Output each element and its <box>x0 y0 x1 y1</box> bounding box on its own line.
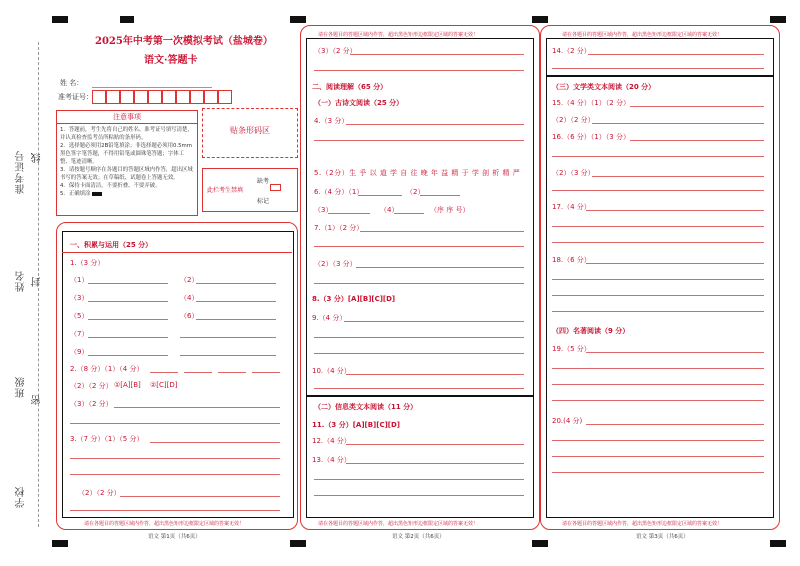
notice-heading: 注意事项 <box>57 111 197 124</box>
answer-line[interactable] <box>180 337 276 338</box>
subsection-2: （二）信息类文本阅读（11 分） <box>314 403 418 411</box>
answer-line[interactable] <box>120 496 280 497</box>
q4-label: 4.（3 分） <box>314 117 349 125</box>
q8-label[interactable]: 8.（3 分）[A][B][C][D] <box>312 295 396 303</box>
section-title-1: 一、积累与运用（25 分） <box>70 241 153 249</box>
q6-seq-label: （序 序 号） <box>430 206 470 214</box>
answer-line[interactable] <box>218 372 246 373</box>
answer-line[interactable] <box>346 124 524 125</box>
answer-line[interactable] <box>586 352 764 353</box>
q12-label: 12.（4 分） <box>312 437 351 445</box>
answer-line[interactable] <box>552 279 764 280</box>
answer-line[interactable] <box>70 423 280 424</box>
margin-secret-label: 密 <box>32 394 43 405</box>
answer-line[interactable] <box>184 372 212 373</box>
answer-line[interactable] <box>314 140 524 141</box>
answer-line[interactable] <box>88 319 168 320</box>
alignment-mark <box>120 16 134 23</box>
answer-line[interactable] <box>552 68 764 69</box>
id-label: 准考证号： <box>58 93 93 101</box>
answer-region-3a <box>546 38 774 76</box>
answer-line[interactable] <box>70 510 280 511</box>
answer-line[interactable] <box>196 319 276 320</box>
answer-line[interactable] <box>70 474 280 475</box>
area-note: 请在各题目的答题区域内作答，超出黑色矩形边框限定区域的答案无效！ <box>562 521 723 527</box>
q1-item: （5） <box>70 312 89 320</box>
q1-item: （7） <box>70 330 89 338</box>
answer-line[interactable] <box>552 368 764 369</box>
answer-line[interactable] <box>88 301 168 302</box>
answer-line[interactable] <box>350 54 524 55</box>
q2-2-options-b[interactable]: ②[C][D] <box>150 381 178 389</box>
answer-line[interactable] <box>314 495 524 496</box>
barcode-area <box>202 108 298 158</box>
answer-line[interactable] <box>150 372 178 373</box>
answer-line[interactable] <box>588 54 764 55</box>
answer-line[interactable] <box>314 283 524 284</box>
notice-box <box>56 110 198 216</box>
answer-line[interactable] <box>420 195 460 196</box>
q1-item: （3） <box>70 294 89 302</box>
answer-line[interactable] <box>552 400 764 401</box>
answer-line[interactable] <box>586 263 764 264</box>
answer-line[interactable] <box>314 353 524 354</box>
alignment-mark <box>532 540 548 547</box>
notice-item: 2．选择题必须用2B铅笔填涂；非选择题必须用0.5mm黑色签字笔答题，不得用铅笔或圆珠笔答题；字体工整、笔迹清晰。 <box>60 143 193 165</box>
answer-line[interactable] <box>346 374 524 375</box>
q2-2-options-a[interactable]: ①[A][B] <box>114 381 141 389</box>
answer-line[interactable] <box>196 283 276 284</box>
q7-label: 7.（1）（2 分） <box>314 224 364 232</box>
absent-mark-label-2: 标记 <box>257 198 270 205</box>
answer-line[interactable] <box>630 106 764 107</box>
subsection-3: （三）文学类文本阅读（20 分） <box>552 83 656 91</box>
exam-title: 2025年中考第一次模拟考试（盐城卷） <box>95 36 273 47</box>
answer-line[interactable] <box>552 190 764 191</box>
answer-line[interactable] <box>356 267 524 268</box>
q2-2-label: （2）（2 分） <box>70 382 113 390</box>
q2-label: 2.（8 分）（1）（4 分） <box>70 365 144 373</box>
answer-line[interactable] <box>314 337 524 338</box>
q16-2-label: （2）（3 分） <box>552 169 595 177</box>
q1-item: （6） <box>180 312 199 320</box>
q15-label: 15.（4 分）（1）（2 分） <box>552 99 630 107</box>
answer-line[interactable] <box>314 70 524 71</box>
margin-line-label: 线 <box>32 152 43 163</box>
q16-label: 16.（6 分）（1）（3 分） <box>552 133 630 141</box>
q1-item: （4） <box>180 294 199 302</box>
answer-line[interactable] <box>586 210 764 211</box>
alignment-mark <box>770 16 786 23</box>
answer-line[interactable] <box>592 176 764 177</box>
q1-label: 1.（3 分） <box>70 259 105 267</box>
alignment-mark <box>290 16 306 23</box>
q-prev-label: （3）（2 分） <box>314 47 357 55</box>
answer-line[interactable] <box>252 372 280 373</box>
alignment-mark <box>52 540 68 547</box>
answer-line[interactable] <box>552 242 764 243</box>
answer-line[interactable] <box>360 231 524 232</box>
margin-class-label: 班级 <box>16 376 27 398</box>
absent-mark-label: 缺考 <box>257 178 270 185</box>
answer-line[interactable] <box>552 311 764 312</box>
q20-label: 20.(4 分) <box>552 417 583 425</box>
q18-label: 18.（6 分） <box>552 256 591 264</box>
notice-item: 3．请按题号顺序在各题目的答题区域内作答，超出区域书写的答案无效；在草稿纸、试题卷上答题无效。 <box>60 167 193 181</box>
answer-line[interactable] <box>88 355 168 356</box>
answer-line[interactable] <box>586 424 764 425</box>
answer-line[interactable] <box>394 213 424 214</box>
absent-label: 此栏考生禁填 <box>207 187 244 194</box>
answer-line[interactable] <box>314 479 524 480</box>
area-note: 请在各题目的答题区域内作答，超出黑色矩形边框限定区域的答案无效！ <box>84 521 245 527</box>
margin-id-label: 准考证号 <box>16 150 27 194</box>
q1-item: （2） <box>180 276 199 284</box>
answer-line[interactable] <box>344 321 524 322</box>
sheet-title: 语文·答题卡 <box>144 55 198 66</box>
notice-item: 1．答题前，考生先将自己的姓名、准考证号填写清楚，并认真检查监考员所粘贴的条形码。 <box>60 127 193 141</box>
margin-seal-label: 封 <box>32 276 43 287</box>
notice-item: 5．正确填涂 <box>60 191 91 197</box>
q6-4-label: （4） <box>380 206 399 214</box>
q3-2-label: （2）（2 分） <box>78 489 121 497</box>
q3-label: 3.（7 分）（1）（5 分） <box>70 435 144 443</box>
barcode-area-label: 贴条形码区 <box>230 126 270 135</box>
answer-line[interactable] <box>346 463 524 464</box>
answer-line[interactable] <box>552 226 764 227</box>
answer-line[interactable] <box>150 442 280 443</box>
q11-label[interactable]: 11.（3 分）[A][B][C][D] <box>312 421 401 429</box>
answer-line[interactable] <box>88 283 168 284</box>
alignment-mark <box>770 540 786 547</box>
q15-2-label: （2）（2 分） <box>552 116 595 124</box>
q6-label: 6.（4 分）（1） <box>314 188 364 196</box>
answer-line[interactable] <box>180 355 276 356</box>
q14-label: 14.（2 分） <box>552 47 591 55</box>
answer-line[interactable] <box>346 444 524 445</box>
alignment-mark <box>52 16 68 23</box>
section-title-2: 二、阅读理解（65 分） <box>312 83 388 91</box>
filled-sample-icon <box>92 192 102 196</box>
q10-label: 10.（4 分） <box>312 367 351 375</box>
answer-line[interactable] <box>552 456 764 457</box>
answer-line[interactable] <box>592 123 764 124</box>
answer-line[interactable] <box>196 301 276 302</box>
answer-line[interactable] <box>358 195 402 196</box>
subsection-4: （四）名著阅读（9 分） <box>552 327 630 335</box>
answer-line[interactable] <box>314 246 524 247</box>
answer-line[interactable] <box>552 440 764 441</box>
answer-line[interactable] <box>552 156 764 157</box>
page-footer-1: 语文 第1页（共6页） <box>148 534 201 540</box>
absent-mark-box[interactable] <box>270 184 281 191</box>
answer-line[interactable] <box>114 407 280 408</box>
alignment-mark <box>532 16 548 23</box>
notice-item: 4．保持卡面清洁，不要折叠、不要弄破。 <box>60 183 161 189</box>
answer-line[interactable] <box>328 213 370 214</box>
name-label: 姓 名： <box>60 79 84 87</box>
q6-3-label: （3） <box>314 206 333 214</box>
page-footer-2: 语文 第2页（共6页） <box>392 534 445 540</box>
q2-3-label: （3）（2 分） <box>70 400 113 408</box>
q6-2-label: （2） <box>406 188 425 196</box>
divider <box>62 252 292 253</box>
margin-school-label: 学校 <box>16 486 27 508</box>
id-number-grid[interactable] <box>92 90 242 104</box>
subsection-1: （一）古诗文阅读（25 分） <box>314 99 404 107</box>
alignment-mark <box>290 540 306 547</box>
q1-item: （9） <box>70 348 89 356</box>
answer-region-3b <box>546 76 774 518</box>
q19-label: 19.（5 分） <box>552 345 591 353</box>
answer-line[interactable] <box>70 458 280 459</box>
area-note: 请在各题目的答题区域内作答，超出黑色矩形边框限定区域的答案无效！ <box>318 521 479 527</box>
name-field[interactable] <box>92 87 212 88</box>
q9-label: 9.（4 分） <box>312 314 347 322</box>
answer-line[interactable] <box>314 388 524 389</box>
margin-name-label: 姓名 <box>16 270 27 292</box>
answer-line[interactable] <box>88 337 168 338</box>
q7-2-label: （2）（3 分） <box>314 260 357 268</box>
answer-line[interactable] <box>552 472 764 473</box>
answer-line[interactable] <box>630 140 764 141</box>
area-note: 请在各题目的答题区域内作答，超出黑色矩形边框限定区域的答案无效！ <box>318 32 479 38</box>
q13-label: 13.（4 分） <box>312 456 351 464</box>
q5-label: 5.（2分）生 乎 以 道 学 自 往 晚 年 益 精 于 学 剖 析 精 严 <box>314 169 521 177</box>
answer-line[interactable] <box>552 295 764 296</box>
answer-line[interactable] <box>552 384 764 385</box>
absent-box <box>202 168 298 212</box>
q17-label: 17.（4 分） <box>552 203 591 211</box>
q1-item: （1） <box>70 276 89 284</box>
page-footer-3: 语文 第3页（共6页） <box>636 534 689 540</box>
area-note: 请在各题目的答题区域内作答，超出黑色矩形边框限定区域的答案无效！ <box>562 32 723 38</box>
